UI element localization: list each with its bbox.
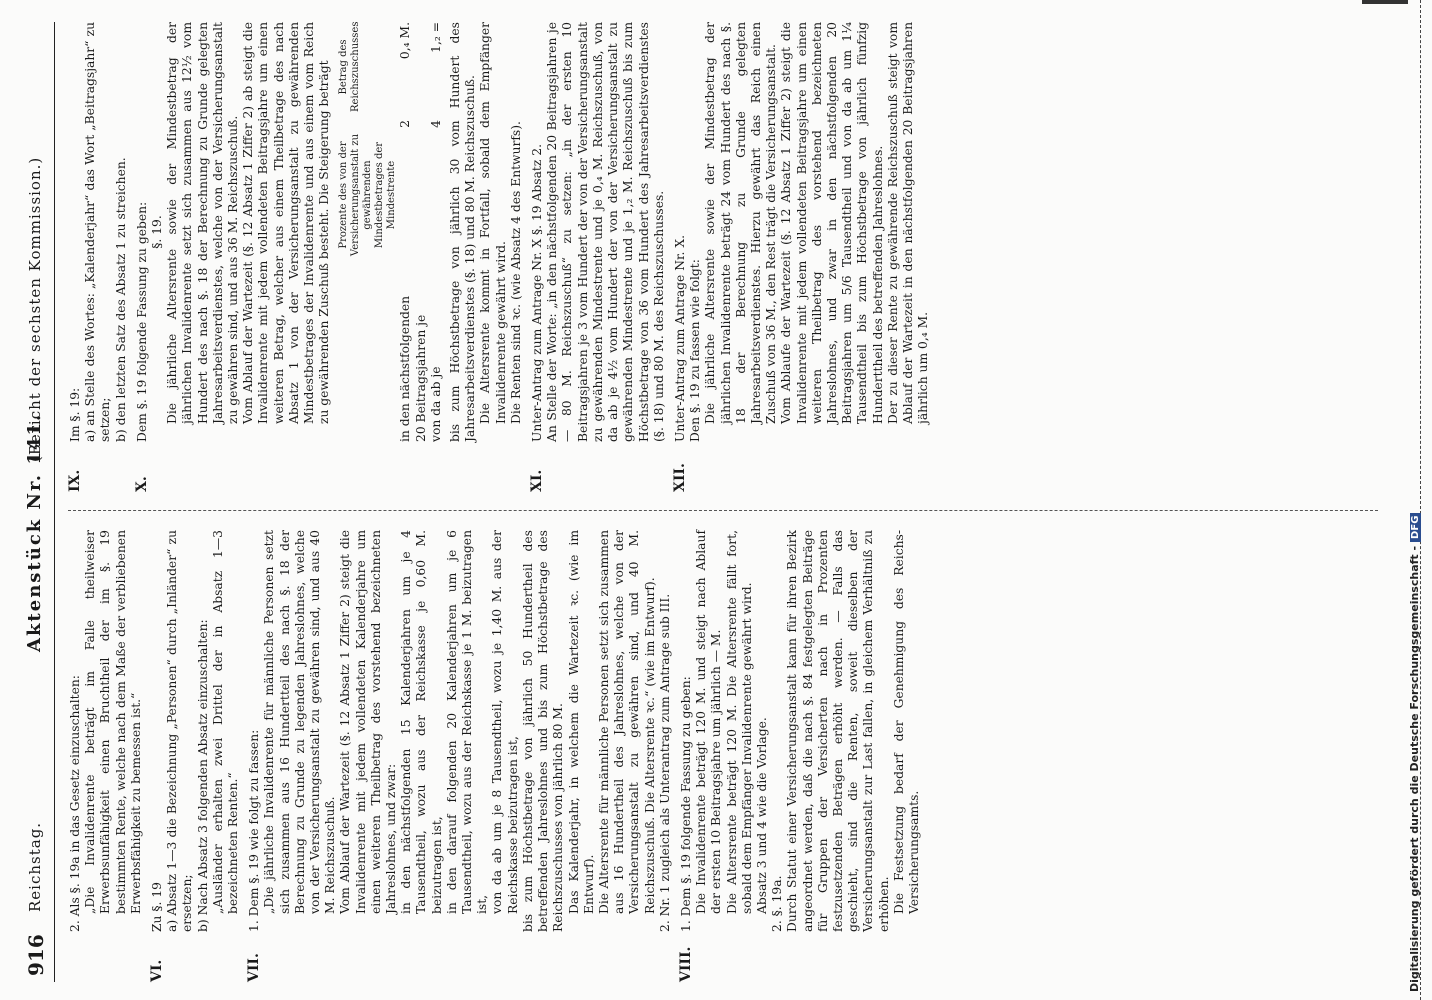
digitization-note <box>1408 513 1421 992</box>
column-divider <box>68 509 1378 511</box>
text-line: Die Invalidenrente beträgt 120 M. und steigt nach Ablauf der ersten 10 Beitragsjahre um jährlich — M. <box>694 526 724 914</box>
dfg-logo: DFG <box>1410 513 1421 542</box>
header-aktenstueck: Aktenstück Nr. 141. <box>24 412 45 652</box>
header-reichstag: Reichstag. <box>26 821 44 912</box>
motion-section <box>133 18 333 492</box>
text-line: 2. Nr. 1 zugleich als Unterantrag zum Antrage sub III. <box>657 593 672 932</box>
text-line: Die Renten sind ꝛc. (wie Absatz 4 des Entwurfs). <box>508 121 523 424</box>
table-cell: 1,₂ = <box>428 22 443 53</box>
section-number: VIII. <box>677 946 694 982</box>
text-line: Die Altersrente für männliche Personen setzt sich zusammen aus 16 Hundertheil des Jahreslohnes, welche von der Versicherungsanstalt zu gewähren sind, und 40 M. Reichszuschuß. Die Altersrente ꝛc.“ (wie im Entwurf). <box>596 526 657 914</box>
text-line: 1. Dem §. 19 wie folgt zu fassen: <box>247 729 262 932</box>
motion-section <box>529 18 667 492</box>
text-line: in den nächstfolgenden 15 Kalenderjahren um je 4 Tausendtheil, wozu aus der Reichskasse je 0,60 M. beizutragen ist, <box>399 526 444 914</box>
header-bericht: (Bericht der sechsten Kommission.) <box>26 156 44 462</box>
table-header-cell <box>338 278 398 442</box>
text-line: Die jährliche Altersrente sowie der Mindestbetrag der jährlichen Invalidenrente beträgt 24 vom Hundert des nach §. 18 der Berechnung zu Grunde gelegten Jahresarbeitsverdienstes. Hierzu gewährt das Reich einen Zuschuß von 36 M., den Rest trägt die Versicherungsanstalt. <box>703 18 779 424</box>
text-line: An Stelle der Worte: „in den nächstfolgenden 20 Beitragsjahren je — 80 M. Reichszuschuß“ zu setzen: „in der ersten 10 Beitragsjahren je 3 vom Hundert der von der Versicherungsanstalt zu gewährenden Mindestrente und je 0,₄ M. Reichszuschuß, von da ab je 4½ vom Hundert der von der Versicherungsanstalt zu gewährenden Mindestrente und je 1,₂ M. Reichszuschuß bis zum Höchstbetrage von 36 vom Hundert des Jahresarbeitsverdienstes (§. 18) und 80 M. des Reichszuschusses. <box>545 18 666 442</box>
text-line: Die jährliche Altersrente sowie der Mindestbetrag der jährlichen Invalidenrente setzt sich zusammen aus 12½ vom Hundert des nach §. 18 der Berechnung zu Grunde gelegten Jahresarbeitsverdienstes, welche von der Versicherungsanstalt zu gewähren sind, und aus 36 M. Reichszuschuß. <box>165 18 241 424</box>
motion-section <box>68 526 144 982</box>
motion-section <box>246 526 673 982</box>
text-line: b) den letzten Satz des Absatz 1 zu streichen. <box>113 157 128 442</box>
text-line: Unter-Antrag zum Antrage Nr. X. <box>672 234 687 442</box>
text-line: Den §. 19 zu fassen wie folgt: <box>688 259 703 442</box>
text-line: Vom Ablauf der Wartezeit (§. 12 Absatz 1 Ziffer 2) ab steigt die Invalidenrente mit jedem vollendeten Beitragsjahre um einen weiteren Betrag, welcher aus einem Theilbetrage des nach Absatz 1 von der Versicherungsanstalt zu gewährenden Mindestbetrages der Invalidenrente und aus einem vom Reich zu gewährenden Zuschuß besteht. Die Steigerung beträgt <box>241 18 332 424</box>
motion-section <box>677 526 922 982</box>
text-line: Vom Ablaufe der Wartezeit (§. 12 Absatz 1 Ziffer 2) steigt die Invalidenrente mit jedem vollendeten Beitragsjahre um einen weiteren Theilbetrag des vorstehend bezeichneten Jahreslohnes, und zwar in den nächstfolgenden 20 Beitragsjahren um 5/6 Tausendtheil und von da ab um 1¼ Tausendtheil bis zum Höchstbetrage von jährlich fünfzig Hunderttheil des betreffenden Jahreslohnes. <box>779 18 885 424</box>
section-number: X. <box>133 476 150 492</box>
table-header-cell: Betrag des Reichszuschusses <box>338 21 362 112</box>
section-number: IX. <box>67 469 83 492</box>
motion-section <box>338 18 524 492</box>
rotated-document-sheet <box>20 18 1390 982</box>
text-line: 2. Als §. 19a in das Gesetz einzuschalten: <box>68 675 82 932</box>
text-line: 1. Dem §. 19 folgende Fassung zu geben: <box>678 676 693 932</box>
text-line: Vom Ablauf der Wartezeit (§. 12 Absatz 1 Ziffer 2) steigt die Invalidenrente mit jedem vollendeten Kalenderjahre um einen weiteren Theilbetrag des vorstehend bezeichneten Jahreslohnes, und zwar: <box>338 526 399 914</box>
motion-section <box>671 18 931 492</box>
text-line: Die Festsetzung bedarf der Genehmigung des Reichs-Versicherungsamts. <box>891 530 921 914</box>
text-line: Die Altersrente kommt in Fortfall, sobald dem Empfänger Invalidenrente gewährt wird. <box>478 18 508 424</box>
motion-section <box>149 526 241 982</box>
text-line: Die Altersrente beträgt 120 M. Die Altersrente fällt fort, sobald dem Empfänger Invalidenrente gewährt wird. <box>724 526 754 914</box>
text-line: „Die Invalidenrente beträgt im Falle theilweiser Erwerbsunfähigkeit einen Bruchtheil der im §. 19 bestimmten Rente, welche nach dem Maße der verbliebenen Erwerbsfähigkeit zu bemessen ist.“ <box>83 526 143 914</box>
increment-table <box>338 22 444 442</box>
left-column <box>68 526 1378 982</box>
section-number: XI. <box>529 469 546 492</box>
table-cell: von da ab je <box>428 366 443 442</box>
text-line: Unter-Antrag zum Antrage Nr. X §. 19 Absatz 2. <box>530 144 545 442</box>
digitization-text: Digitalisierung gefördert durch die Deutsche Forschungsgemeinschaft - <box>1408 545 1421 992</box>
text-line: Dem §. 19 folgende Fassung zu geben: <box>134 201 149 442</box>
scan-corner-mark <box>1362 0 1408 4</box>
text-line: „Ausländer erhalten zwei Drittel der in Absatz 1—3 bezeichneten Renten.“ <box>210 526 241 914</box>
text-line: bis zum Höchstbetrage von jährlich 30 vom Hundert des Jahresarbeitsverdienstes (§. 18) und 80 M. Reichszuschuß. <box>448 18 478 442</box>
text-line: „Die jährliche Invalidenrente für männliche Personen setzt sich zusammen aus 16 Hundertteil des nach §. 18 der Berechnung zu Grunde zu legenden Jahreslohnes, welche von der Versicherungsanstalt zu gewähren sind, und aus 40 M. Reichszuschuß. <box>262 526 338 914</box>
section-number: VI. <box>149 959 166 982</box>
text-line: b) Nach Absatz 3 folgenden Absatz einzuschalten: <box>195 619 210 932</box>
text-line: §. 19. <box>150 215 165 249</box>
text-line: a) an Stelle des Wortes: „Kalenderjahr“ das Wort „Beitragsjahr“ zu setzen; <box>83 18 113 442</box>
text-line: bis zum Höchstbetrage von jährlich 50 Hundertheil des betreffenden Jahreslohnes und bis zum Höchstbetrage des Reichszuschusses von jährlich 80 M. <box>520 526 566 932</box>
motion-section <box>67 18 129 492</box>
text-line: Zu §. 19 <box>150 882 165 932</box>
text-line: Im §. 19: <box>68 387 82 442</box>
text-line: a) Absatz 1—3 die Bezeichnung „Personen“ durch „Inländer“ zu ersetzen; <box>165 526 195 932</box>
text-line: Der zu dieser Rente zu gewährende Reichszuschuß steigt vom Ablauf der Wartezeit in den nächstfolgenden 20 Beitragsjahren jährlich um 0,₄ M. <box>885 18 931 424</box>
running-header <box>20 22 55 982</box>
section-number: VII. <box>246 953 263 982</box>
table-cell: in den nächstfolgenden 20 Beitragsjahren je <box>398 295 428 442</box>
table-cell: 2 <box>398 120 413 128</box>
section-number: XII. <box>671 463 688 492</box>
table-cell: 4 <box>428 120 443 128</box>
text-line: Absatz 3 und 4 wie die Vorlage. <box>754 717 769 914</box>
table-cell: 0,₄ M. <box>398 22 413 60</box>
table-header-cell: Prozente des von der Versicherungsanstalt zu gewährenden Mindestbetrages der Mindestrente <box>338 133 398 257</box>
text-line: 2. §. 19a. <box>770 875 785 932</box>
text-line: Das Kalenderjahr, in welchem die Wartezeit ꝛc. (wie im Entwurf). <box>566 526 596 914</box>
text-line: Durch Statut einer Versicherungsanstalt kann für ihren Bezirk angeordnet werden, daß die nach §. 84 festgelegten Beiträge für Gruppen der Versicherten nach in Prozenten festzusetzenden Beträgen erhöht werden. — Falls das geschieht, sind die Renten, soweit dieselben der Versicherungsanstalt zur Last fallen, in gleichem Verhältniß zu erhöhen. <box>785 526 891 932</box>
text-line: von da ab um je 8 Tausendtheil, wozu je 1,40 M. aus der Reichskasse beizutragen ist, <box>490 526 520 914</box>
page-number: 916 <box>24 934 48 976</box>
right-column <box>67 18 1378 492</box>
text-line: in den darauf folgenden 20 Kalenderjahren um je 6 Tausendtheil, wozu aus der Reichskasse je 1 M. beizutragen ist, <box>444 526 490 914</box>
